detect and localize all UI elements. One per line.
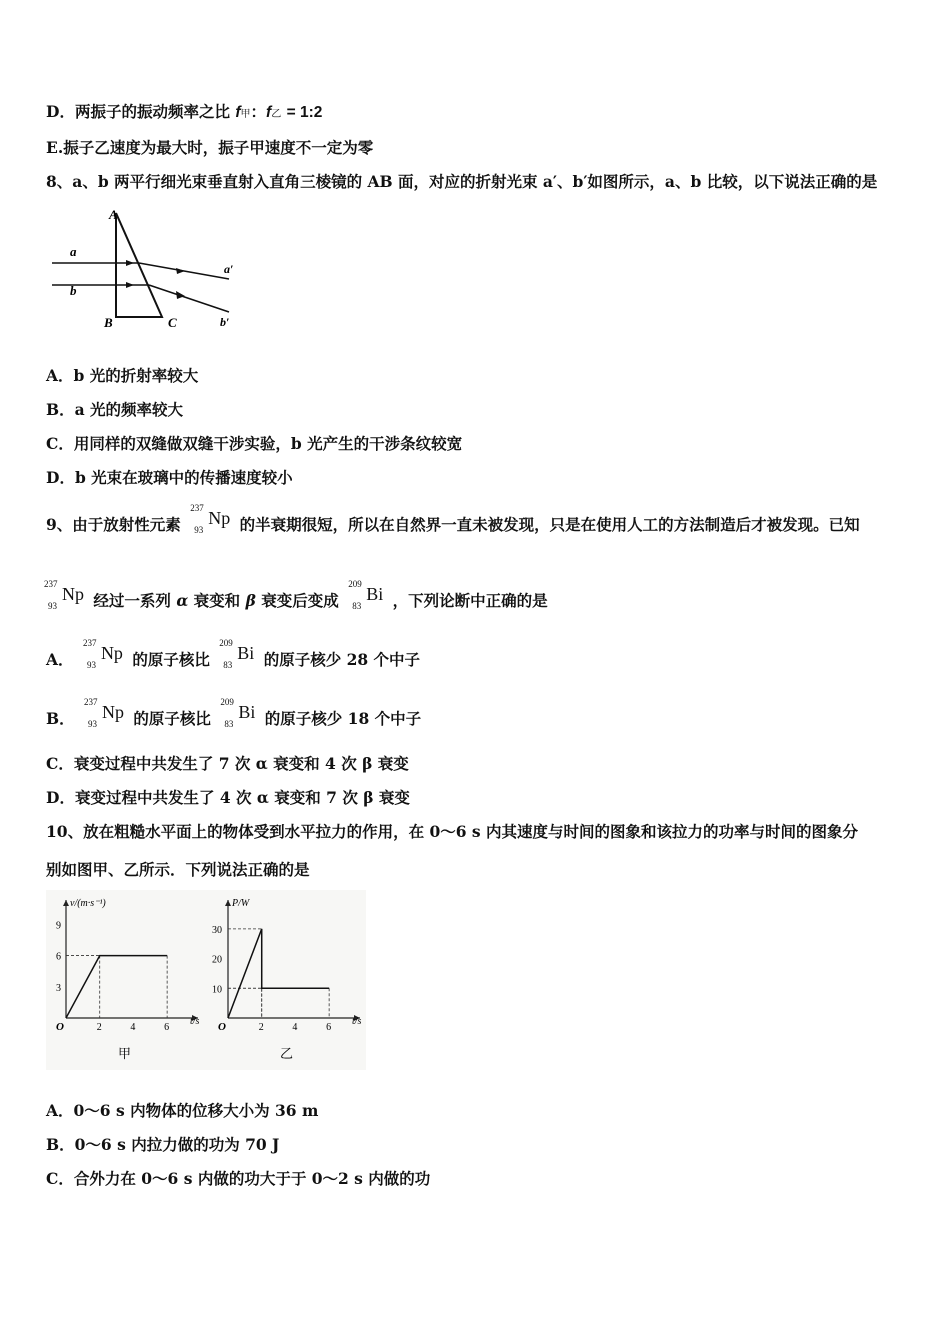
nuclide-np bbox=[82, 638, 123, 671]
np-atomic-number: 93 bbox=[48, 601, 57, 611]
q9-line2-text3: 衰变后变成 bbox=[261, 591, 339, 610]
chart1-ytick-label: 9 bbox=[56, 920, 61, 932]
q8-option-c: C．用同样的双缝做双缝干涉实验，b 光产生的干涉条纹较宽 bbox=[46, 434, 463, 453]
bi-atomic-number: 83 bbox=[224, 719, 234, 729]
label-b-prime: b′ bbox=[220, 315, 230, 329]
q8-option-b: B．a 光的频率较大 bbox=[46, 400, 184, 419]
freq-symbol-1: f bbox=[235, 104, 241, 121]
q9-option-a bbox=[46, 638, 421, 671]
label-A: A bbox=[109, 207, 118, 222]
nuclide-bi bbox=[220, 697, 256, 730]
q7-option-e: E.振子乙速度为最大时，振子甲速度不一定为零 bbox=[46, 138, 374, 157]
np-symbol: Np bbox=[62, 584, 84, 604]
label-a-prime: a′ bbox=[224, 262, 234, 276]
beta-symbol: β bbox=[245, 591, 256, 610]
chart2-ytick-label: 30 bbox=[212, 924, 222, 936]
chart2-title: 乙 bbox=[280, 1046, 294, 1061]
np-symbol: Np bbox=[100, 643, 123, 663]
freq-ratio: = 1:2 bbox=[286, 104, 323, 121]
chart1-title: 甲 bbox=[118, 1046, 132, 1061]
bi-atomic-number: 83 bbox=[223, 660, 233, 670]
nuclide-bi bbox=[348, 579, 384, 612]
q9-line2-text1: 经过一系列 bbox=[93, 591, 171, 610]
bi-symbol: Bi bbox=[366, 584, 384, 604]
q9-option-b bbox=[46, 697, 422, 730]
np-atomic-number: 93 bbox=[194, 525, 204, 535]
np-mass-number: 237 bbox=[190, 503, 204, 513]
chart1-ytick-label: 6 bbox=[56, 951, 61, 963]
label-C: C bbox=[168, 315, 177, 330]
q9-option-c: C．衰变过程中共发生了 7 次 α 衰变和 4 次 β 衰变 bbox=[46, 754, 409, 773]
chart1-origin: O bbox=[56, 1021, 64, 1033]
q10-stem-line1: 10、放在粗糙水平面上的物体受到水平拉力的作用，在 0～6 s 内其速度与时间的图象和该拉力的功率与时间的图象分 bbox=[46, 822, 859, 841]
chart2-xtick-label: 4 bbox=[292, 1022, 298, 1033]
bi-atomic-number: 83 bbox=[352, 601, 362, 611]
label-B: B bbox=[104, 315, 113, 330]
ratio-colon: ： bbox=[250, 102, 267, 121]
nuclide-np bbox=[190, 503, 231, 536]
q10-option-b: B．0～6 s 内拉力做的功为 70 J bbox=[46, 1135, 280, 1154]
chart2-xlabel: t/s bbox=[352, 1016, 362, 1027]
prism-triangle bbox=[116, 213, 162, 317]
chart1-xtick-label: 2 bbox=[96, 1022, 102, 1033]
freq-subscript-2: 乙 bbox=[271, 109, 282, 120]
q9-stem-pre: 9、由于放射性元素 bbox=[46, 515, 181, 534]
chart1-xtick-label: 4 bbox=[130, 1022, 136, 1033]
chart1-ylabel: v/(m·s⁻¹) bbox=[70, 898, 106, 909]
q8-option-d: D．b 光束在玻璃中的传播速度较小 bbox=[46, 468, 293, 487]
freq-subscript-1: 甲 bbox=[240, 109, 251, 120]
q9-option-a-mid: 的原子核比 bbox=[132, 650, 210, 669]
bi-symbol: Bi bbox=[238, 702, 256, 722]
chart2-xtick-label: 6 bbox=[326, 1022, 332, 1033]
np-mass-number: 237 bbox=[82, 638, 97, 648]
q8-prism-figure bbox=[46, 205, 246, 335]
q9-option-a-label: A． bbox=[46, 650, 74, 669]
q9-line2-text4: ，下列论断中正确的是 bbox=[392, 591, 548, 610]
bi-symbol: Bi bbox=[237, 643, 255, 663]
q9-option-a-post: 的原子核少 28 个中子 bbox=[263, 650, 421, 669]
q7-option-d bbox=[46, 102, 322, 125]
np-atomic-number: 93 bbox=[86, 660, 96, 670]
q9-line2-text2: 衰变和 bbox=[193, 591, 241, 610]
np-atomic-number: 93 bbox=[88, 719, 98, 729]
ray-b bbox=[52, 282, 229, 312]
q9-option-b-post: 的原子核少 18 个中子 bbox=[264, 709, 422, 728]
chart2-origin: O bbox=[218, 1021, 226, 1033]
alpha-symbol: α bbox=[176, 591, 189, 610]
bi-mass-number: 209 bbox=[219, 638, 233, 648]
q10-option-a: A．0～6 s 内物体的位移大小为 36 m bbox=[46, 1101, 319, 1120]
q10-option-c: C．合外力在 0～6 s 内做的功大于于 0～2 s 内做的功 bbox=[46, 1169, 431, 1188]
freq-symbol-2: f bbox=[266, 104, 272, 121]
nuclide-bi bbox=[219, 638, 255, 671]
bi-mass-number: 209 bbox=[220, 697, 234, 707]
chart2-ytick-label: 10 bbox=[212, 984, 222, 996]
np-mass-number: 237 bbox=[84, 697, 98, 707]
chart2-ytick-label: 20 bbox=[212, 954, 222, 966]
q9-option-d: D．衰变过程中共发生了 4 次 α 衰变和 7 次 β 衰变 bbox=[46, 788, 410, 807]
q9-stem-line2 bbox=[40, 579, 548, 612]
chart1-xlabel: t/s bbox=[190, 1016, 200, 1027]
chart1-xtick-label: 6 bbox=[164, 1022, 170, 1033]
nuclide-np bbox=[84, 697, 125, 730]
nuclide-np bbox=[44, 579, 84, 612]
graphs-background bbox=[46, 890, 366, 1070]
np-mass-number: 237 bbox=[44, 579, 58, 589]
q9-option-b-mid: 的原子核比 bbox=[133, 709, 211, 728]
bi-mass-number: 209 bbox=[348, 579, 362, 589]
q10-graphs bbox=[46, 890, 366, 1070]
np-symbol: Np bbox=[208, 508, 231, 528]
q8-option-a: A．b 光的折射率较大 bbox=[46, 366, 199, 385]
chart2-ylabel: P/W bbox=[232, 898, 250, 909]
q8-stem: 8、a、b 两平行细光束垂直射入直角三棱镜的 AB 面，对应的折射光束 a′、b′如图所示，a、b 比较，以下说法正确的是 bbox=[46, 172, 878, 191]
label-a: a bbox=[70, 244, 77, 259]
q9-option-b-label: B． bbox=[46, 709, 75, 728]
q9-stem-post: 的半衰期很短，所以在自然界一直未被发现，只是在使用人工的方法制造后才被发现。已知 bbox=[239, 515, 860, 534]
q10-stem-line2: 别如图甲、乙所示．下列说法正确的是 bbox=[46, 860, 310, 879]
chart2-xtick-label: 2 bbox=[258, 1022, 264, 1033]
q7-option-d-text: D．两振子的振动频率之比 bbox=[46, 102, 230, 121]
np-symbol: Np bbox=[102, 702, 125, 722]
q9-stem-line1 bbox=[46, 503, 860, 536]
label-b: b bbox=[70, 283, 77, 298]
chart1-ytick-label: 3 bbox=[56, 982, 61, 994]
